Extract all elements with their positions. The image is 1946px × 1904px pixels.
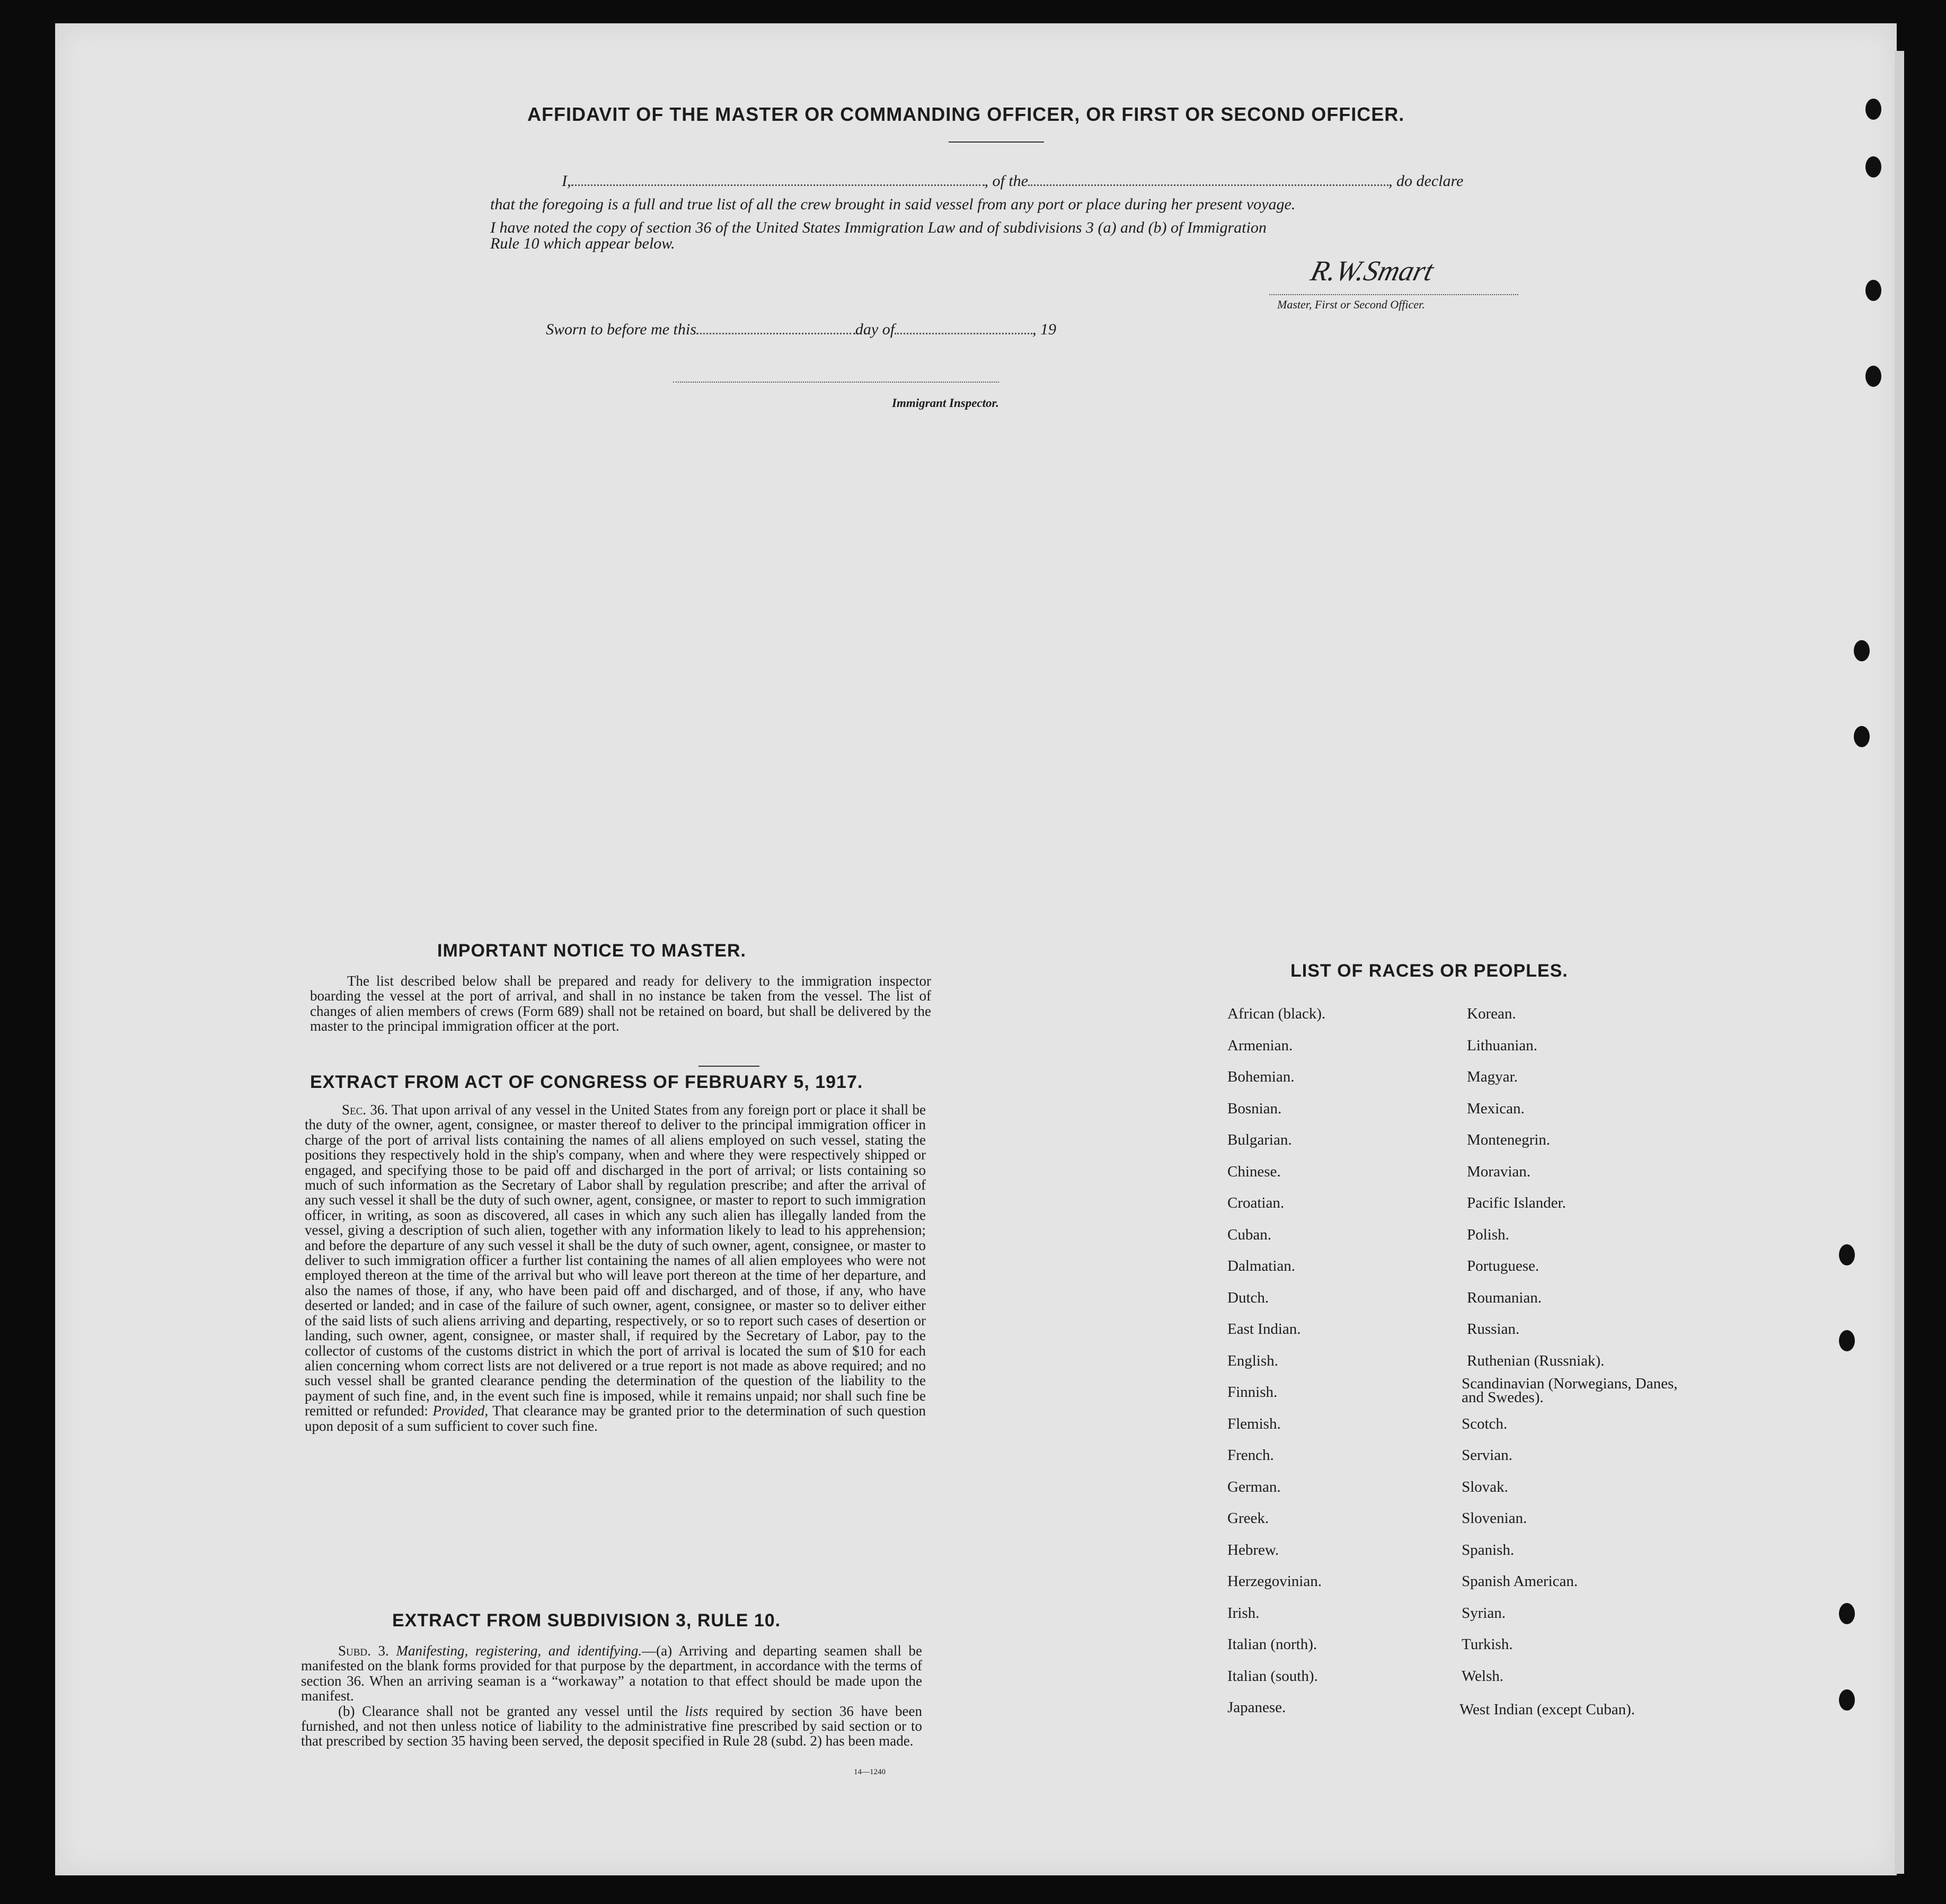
page-edge: [1895, 51, 1904, 1874]
race-right-item: Mexican.: [1467, 1100, 1525, 1117]
race-left-item: Dutch.: [1227, 1289, 1269, 1306]
binder-hole: [1865, 366, 1881, 387]
race-right-item: Servian.: [1462, 1447, 1512, 1464]
act-heading: EXTRACT FROM ACT OF CONGRESS OF FEBRUARY 5, 1917.: [310, 1072, 863, 1092]
form-number: 14—1240: [854, 1768, 886, 1776]
race-left-item: Bulgarian.: [1227, 1131, 1292, 1148]
sworn-line: [546, 321, 1056, 339]
blank-name-field: [571, 184, 985, 186]
race-left-item: Chinese.: [1227, 1163, 1281, 1180]
affidavit-title: AFFIDAVIT OF THE MASTER OR COMMANDING OFFICER, OR FIRST OR SECOND OFFICER.: [527, 103, 1405, 125]
race-left-item: Croatian.: [1227, 1194, 1285, 1211]
binder-hole: [1865, 99, 1881, 120]
race-left-item: Bohemian.: [1227, 1068, 1295, 1085]
race-left-item: Cuban.: [1227, 1226, 1271, 1243]
binder-hole: [1839, 1603, 1855, 1624]
race-right-item: Slovak.: [1462, 1478, 1508, 1495]
rule-paragraph-b: [301, 1704, 922, 1749]
race-right-item: Scandinavian (Norwegians, Danes, and Swedes).: [1462, 1375, 1678, 1406]
race-right-item: Pacific Islander.: [1467, 1194, 1566, 1211]
binder-hole: [1839, 1244, 1855, 1265]
divider: [949, 141, 1044, 143]
race-left-item: French.: [1227, 1447, 1274, 1464]
rule-para-b-lists: lists: [685, 1703, 709, 1719]
rule-paragraph-a: [301, 1643, 922, 1704]
blank-vessel-field: [1028, 184, 1388, 186]
inspector-signature-line: [673, 382, 999, 383]
subdivision-label: Subd. 3.: [338, 1643, 389, 1659]
inspector-label: Immigrant Inspector.: [892, 396, 999, 410]
race-left-item: Japanese.: [1227, 1699, 1286, 1716]
rule-para-b-start: (b) Clearance shall not be granted any vessel until the: [338, 1703, 678, 1719]
race-right-item: Syrian.: [1462, 1605, 1506, 1622]
signature-label: Master, First or Second Officer.: [1277, 298, 1425, 311]
rule-para-a: —(a) Arriving and departing seamen shall be manifested on the blank forms provided for that purpose by the department, in accordance with the terms of section 36. When an arriving seaman is a “workaway” a notation to that effect should be made upon the manifest.: [301, 1643, 922, 1704]
affidavit-line1-mid: , of the: [984, 172, 1028, 190]
binder-hole: [1839, 1689, 1855, 1711]
race-right-item: West Indian (except Cuban).: [1460, 1701, 1635, 1718]
notice-paragraph: The list described below shall be prepared and ready for delivery to the immigration inspector boarding the vessel at the port of arrival, and shall in no instance be taken from the vessel. The list of changes of alien members of crews (Form 689) shall not be retained on board, but shall be delivered by the master to the principal immigration officer at the port.: [310, 973, 931, 1034]
races-heading: LIST OF RACES OR PEOPLES.: [1290, 961, 1568, 981]
race-right-item: Ruthenian (Russniak).: [1467, 1352, 1605, 1369]
race-right-item: Spanish American.: [1462, 1573, 1578, 1590]
race-left-item: Italian (south).: [1227, 1668, 1318, 1685]
binder-hole: [1854, 640, 1870, 661]
act-text: [305, 1102, 926, 1433]
affidavit-line1-end: , do declare: [1388, 172, 1464, 190]
affidavit-line3: I have noted the copy of section 36 of the United States Immigration Law and of subdivisions 3 (a) and (b) of Immigration: [490, 219, 1267, 236]
race-left-item: Irish.: [1227, 1605, 1260, 1622]
binder-hole: [1865, 156, 1881, 178]
blank-day-field: [696, 333, 855, 334]
act-body-end: That clearance may be granted prior to the determination of such question upon deposit of a sum sufficient to cover such fine.: [305, 1403, 926, 1434]
blank-month-field: [895, 333, 1032, 334]
affidavit-line2: that the foregoing is a full and true list of all the crew brought in said vessel from any port or place during her present voyage.: [490, 196, 1296, 213]
race-right-item: Lithuanian.: [1467, 1037, 1537, 1054]
rule-text: [301, 1643, 922, 1749]
subdivision-title: Manifesting, registering, and identifying.: [396, 1643, 642, 1659]
notice-text: [310, 973, 931, 1034]
race-right-item: Polish.: [1467, 1226, 1509, 1243]
race-right-item: Portuguese.: [1467, 1257, 1540, 1274]
section-label: Sec. 36.: [342, 1102, 388, 1118]
binder-hole: [1839, 1330, 1855, 1351]
race-right-item: Slovenian.: [1462, 1510, 1527, 1527]
race-left-item: East Indian.: [1227, 1321, 1301, 1338]
signature-line: [1269, 294, 1518, 295]
race-left-item: Herzegovinian.: [1227, 1573, 1322, 1590]
act-paragraph: [305, 1102, 926, 1433]
affidavit-line4: Rule 10 which appear below.: [490, 235, 675, 252]
race-left-item: Italian (north).: [1227, 1636, 1317, 1653]
race-right-item: Turkish.: [1462, 1636, 1513, 1653]
race-right-item: Montenegrin.: [1467, 1131, 1551, 1148]
race-right-item: Russian.: [1467, 1321, 1520, 1338]
race-right-item: Magyar.: [1467, 1068, 1518, 1085]
race-left-item: African (black).: [1227, 1005, 1326, 1022]
notice-heading: IMPORTANT NOTICE TO MASTER.: [437, 941, 746, 961]
binder-hole: [1865, 280, 1881, 301]
race-right-item: Welsh.: [1462, 1668, 1504, 1685]
race-left-item: Armenian.: [1227, 1037, 1293, 1054]
race-right-item: Moravian.: [1467, 1163, 1531, 1180]
divider: [698, 1066, 759, 1067]
affidavit-declaration-line: [562, 172, 1463, 190]
master-signature: R.W.Smart: [1307, 255, 1437, 287]
race-left-item: Bosnian.: [1227, 1100, 1282, 1117]
binder-hole: [1854, 726, 1870, 747]
act-body: That upon arrival of any vessel in the United States from any foreign port or place it shall be the duty of the owner, agent, consignee, or master thereof to deliver to the principal immigration officer in charge of the port of arrival lists containing the names of all aliens employed on such vessel, stating the positions they respectively hold in the ship's company, when and where they were respectively shipped or engaged, and specifying those to be paid off and discharged in the port of arrival; or lists containing so much of such information as the Secretary of Labor shall by regulation prescribe; and after the arrival of any such vessel it shall be the duty of such owner, agent, consignee, or master to report to such immigration officer, in writing, as soon as discovered, all cases in which any such alien has illegally landed from the vessel, giving a description of such alien, together with any information likely to lead to his apprehension; and before the departure of any such vessel it shall be the duty of such owner, agent, consignee, or master to deliver to such immigration officer a further list containing the names of all alien employees who were not employed thereon at the time of the arrival but who will leave port thereon at the time of her departure, and also the names of those, if any, who have been paid off and discharged, and of those, if any, who have deserted or landed; and in case of the failure of such owner, agent, consignee, or master so to deliver either of the said lists of such aliens arriving and departing, respectively, or so to report such cases of desertion or landing, such owner, agent, consignee, or master shall, if required by the Secretary of Labor, pay to the collector of customs of the customs district in which the port of arrival is located the sum of $10 for each alien concerning whom correct lists are not delivered or a true report is not made as above required; and no such vessel shall be granted clearance pending the determination of the question of the liability to the payment of such fine, and, in the event such fine is imposed, while it remains unpaid; nor shall such fine be remitted or refunded:: [305, 1102, 926, 1419]
sworn-mid: day of: [855, 321, 895, 338]
race-left-item: Hebrew.: [1227, 1542, 1279, 1558]
race-left-item: Greek.: [1227, 1510, 1269, 1527]
race-left-item: Dalmatian.: [1227, 1257, 1296, 1274]
sworn-end: , 19: [1032, 321, 1057, 338]
race-right-item: Roumanian.: [1467, 1289, 1542, 1306]
race-left-item: German.: [1227, 1478, 1281, 1495]
race-left-item: Flemish.: [1227, 1415, 1281, 1432]
sworn-start: Sworn to before me this: [546, 321, 696, 338]
race-right-item: Scotch.: [1462, 1415, 1508, 1432]
race-right-item: Spanish.: [1462, 1542, 1515, 1558]
race-left-item: English.: [1227, 1352, 1278, 1369]
affidavit-line1-start: I,: [562, 172, 571, 190]
rule-para-b-end: required by section 36 have been furnished, and not then unless notice of liability to the administrative fine prescribed by said section or to that prescribed by section 35 having been served, the deposit specified in Rule 28 (subd. 2) has been made.: [301, 1703, 923, 1749]
proviso-word: Provided,: [432, 1403, 489, 1419]
race-right-item: Korean.: [1467, 1005, 1516, 1022]
race-left-item: Finnish.: [1227, 1384, 1278, 1401]
rule-heading: EXTRACT FROM SUBDIVISION 3, RULE 10.: [392, 1610, 781, 1631]
